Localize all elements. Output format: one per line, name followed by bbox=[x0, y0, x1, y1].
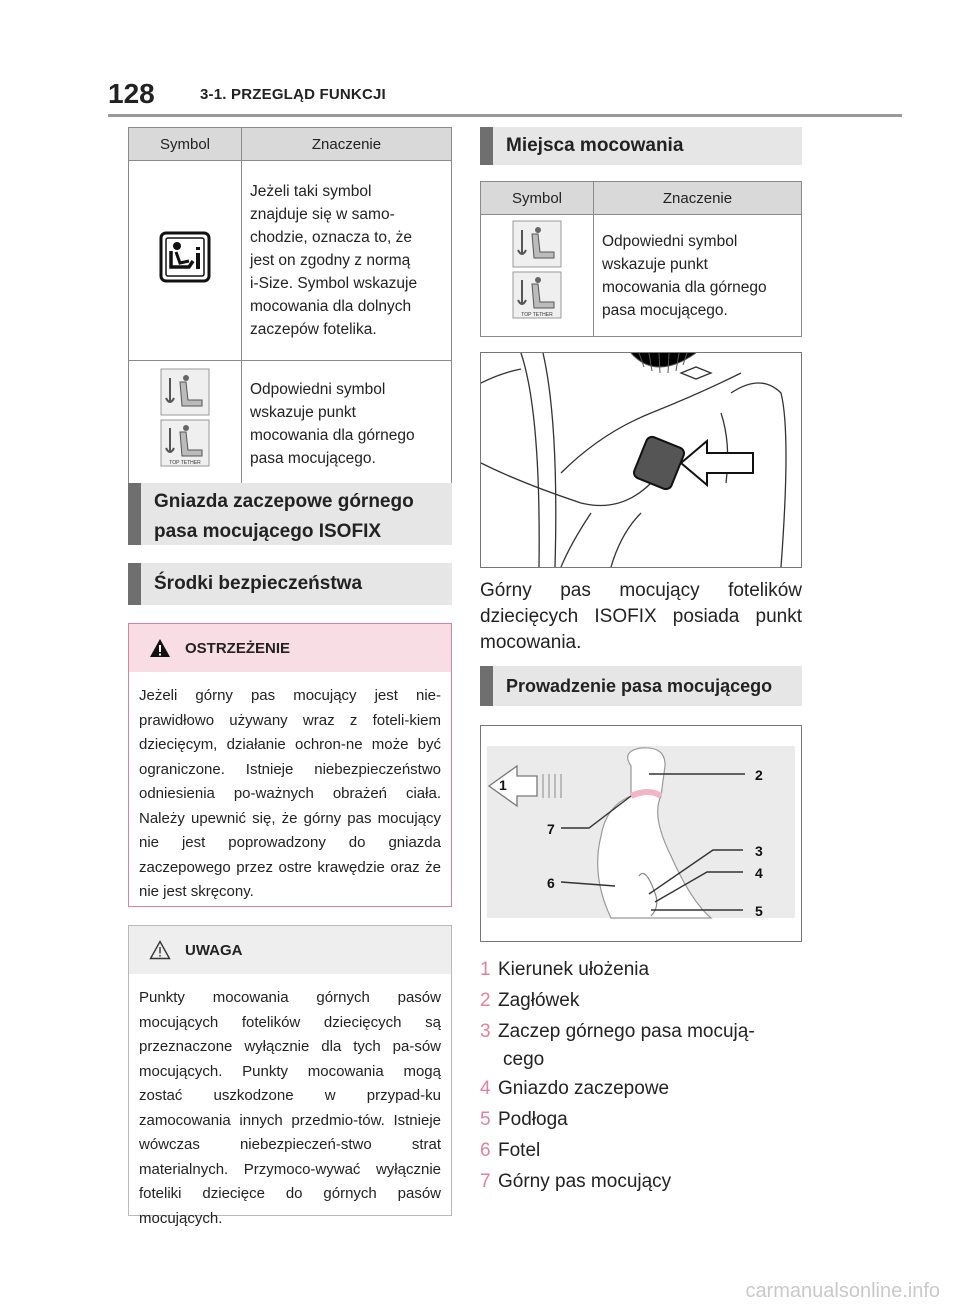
legend-item: 3 Zaczep górnego pasa mocują- bbox=[480, 1021, 755, 1042]
top-tether-meaning-cell: Odpowiedni symbol wskazuje punkt mocowania dla górnego pasa mocującego. bbox=[594, 215, 802, 337]
legend-item: 4 Gniazdo zaczepowe bbox=[480, 1078, 670, 1099]
warning-header bbox=[129, 624, 451, 672]
caution-box bbox=[128, 925, 452, 1227]
isize-seat-icon bbox=[159, 231, 211, 283]
warning-text: Jeżeli górny pas mocujący jest nie-prawidłowo używany wraz z foteli-kiem dziecięcym, działanie ochron-ne może być ograniczone. Istnieje niebezpieczeństwo odniesienia po-ważnych obrażeń ciała. Należy upewnić się, że górny pas mocujący nie jest poprowadzony do gniazda zaczepowego przez ostre krawędzie oraz że nie jest skręcony. bbox=[139, 687, 441, 900]
warning-box bbox=[128, 623, 452, 907]
header-divider bbox=[108, 114, 902, 117]
top-tether-anchor-icon bbox=[160, 368, 210, 472]
caution-triangle-icon bbox=[149, 940, 171, 960]
symbol-table-right bbox=[480, 181, 802, 337]
callout-3: 3 bbox=[755, 843, 763, 859]
rear-shelf-illustration bbox=[481, 353, 801, 567]
callout-2: 2 bbox=[755, 767, 763, 783]
legend-item: 6 Fotel bbox=[480, 1140, 541, 1161]
svg-text:TOP TETHER: TOP TETHER bbox=[521, 312, 553, 318]
section-anchor-locations: Miejsca mocowania bbox=[480, 127, 802, 165]
svg-text:TOP TETHER: TOP TETHER bbox=[169, 460, 201, 466]
warning-title: OSTRZEŻENIE bbox=[185, 639, 291, 657]
caution-title: UWAGA bbox=[185, 941, 243, 959]
section-isofix-anchors: Gniazda zaczepowe górnego pasa mocującego ISOFIX bbox=[128, 483, 452, 545]
col-header-meaning: Znaczenie bbox=[242, 128, 452, 161]
callout-6: 6 bbox=[547, 875, 555, 891]
callout-1: 1 bbox=[499, 777, 507, 793]
top-tether-meaning-cell: Odpowiedni symbol wskazuje punkt mocowania dla górnego pasa mocującego. bbox=[242, 361, 452, 487]
section-belt-routing: Prowadzenie pasa mocującego bbox=[480, 666, 802, 706]
top-tether-symbol-cell bbox=[481, 215, 594, 337]
top-tether-anchor-icon bbox=[512, 220, 562, 324]
caution-header bbox=[129, 926, 451, 974]
legend-item: 7 Górny pas mocujący bbox=[480, 1171, 672, 1192]
legend-item-continued: cego bbox=[503, 1049, 545, 1070]
belt-routing-figure bbox=[480, 725, 802, 942]
isize-symbol-cell bbox=[129, 161, 242, 361]
page-number: 128 bbox=[108, 78, 155, 109]
col-header-meaning: Znaczenie bbox=[594, 182, 802, 215]
callout-7: 7 bbox=[547, 821, 555, 837]
section-safety: Środki bezpieczeństwa bbox=[128, 563, 452, 605]
caution-text: Punkty mocowania górnych pasów mocujących fotelików dziecięcych są przeznaczone wyłącznie dla tych pa-sów mocujących. Punkty mocowania mogą zostać uszkodzone w przypad-ku zamocowania innych przedmio-tów. Istnieje wówczas niebezpieczeń-stwo strat materialnych. Przymoco-wywać wyłącznie foteliki dziecięce do górnych pasów mocujących. bbox=[139, 989, 441, 1227]
isize-meaning-cell: Jeżeli taki symbol znajduje się w samo- chodzie, oznacza to, że jest on zgodny z normą i-Size. Symbol wskazuje mocowania dla dolnych zaczepów fotelika. bbox=[242, 161, 452, 361]
chapter-title: 3-1. PRZEGLĄD FUNKCJI bbox=[200, 86, 386, 103]
anchor-description: Górny pas mocujący fotelików dziecięcych ISOFIX posiada punkt mocowania. bbox=[480, 580, 802, 653]
warning-triangle-icon bbox=[149, 638, 171, 658]
arrow-icon bbox=[681, 441, 753, 485]
legend-item: 2 Zagłówek bbox=[480, 990, 580, 1011]
anchor-location-figure bbox=[480, 352, 802, 568]
col-header-symbol: Symbol bbox=[129, 128, 242, 161]
top-tether-symbol-cell bbox=[129, 361, 242, 487]
legend-item: 1 Kierunek ułożenia bbox=[480, 959, 650, 980]
callout-4: 4 bbox=[755, 865, 763, 881]
seat-belt-routing-illustration bbox=[481, 726, 801, 941]
symbol-table-left bbox=[128, 127, 452, 487]
col-header-symbol: Symbol bbox=[481, 182, 594, 215]
legend-item: 5 Podłoga bbox=[480, 1109, 568, 1130]
watermark: carmanualsonline.info bbox=[745, 1280, 940, 1302]
callout-5: 5 bbox=[755, 903, 763, 919]
